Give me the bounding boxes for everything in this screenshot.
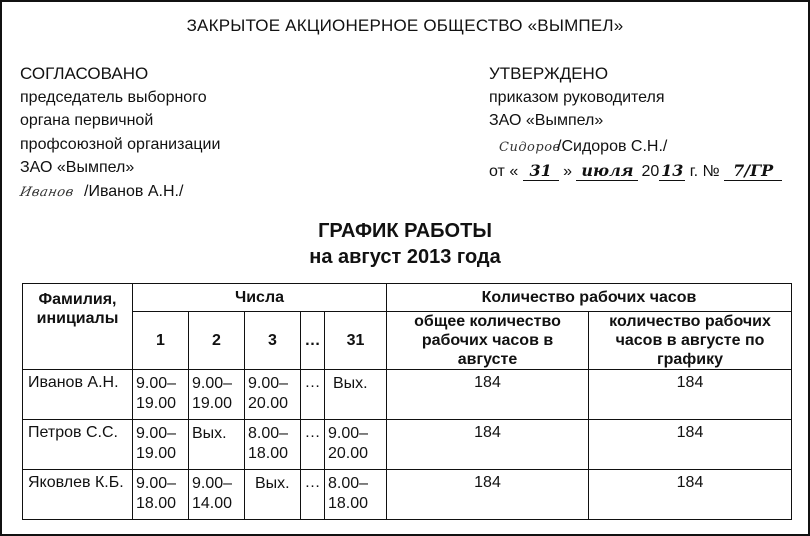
agreed-signer-name: /Иванов А.Н./ [84,182,184,200]
header-day: 1 [133,312,189,370]
order-year: 13 [661,161,684,180]
schedule-subtitle: на август 2013 года [309,246,501,268]
row-name: Иванов А.Н. [23,370,133,420]
header-day: 31 [325,312,387,370]
organization-name: ЗАКРЫТОЕ АКЦИОНЕРНОЕ ОБЩЕСТВО «ВЫМПЕЛ» [186,16,624,35]
row-total: 184 [387,370,589,420]
row-scheduled: 184 [589,420,792,470]
row-day-value: 9.00– 19.00 [133,420,189,470]
schedule-title: ГРАФИК РАБОТЫ [318,220,492,242]
approved-signature-line [489,135,782,160]
row-day-value: 9.00– 14.00 [189,470,245,520]
row-total: 184 [387,420,589,470]
schedule-table [22,283,792,520]
header-day: 3 [245,312,301,370]
row-scheduled: 184 [589,470,792,520]
approved-heading: УТВЕРЖДЕНО [489,64,609,83]
row-day-value: Вых. [325,370,387,420]
row-day-value: 8.00– 18.00 [325,470,387,520]
header-scheduled-hours: количество рабочих часов в августе по графику [589,312,792,370]
table-row [23,420,792,470]
row-day-value: 9.00– 19.00 [133,370,189,420]
order-month: июля [576,162,638,181]
row-day-value: Вых. [245,470,301,520]
approved-block [489,62,782,184]
order-year-prefix: 20 [641,163,660,180]
header-name: Фамилия, инициалы [23,284,133,370]
table-row [23,370,792,420]
agreed-heading: СОГЛАСОВАНО [20,64,149,83]
order-day: 31 [523,162,559,181]
agreed-line: ЗАО «Вымпел» [20,159,135,176]
row-name: Петров С.С. [23,420,133,470]
row-day-value: 9.00– 18.00 [133,470,189,520]
header-day: 2 [189,312,245,370]
order-number: 7/ГР [724,162,782,181]
signature-ivanov: Иванов [18,184,76,200]
agreed-line: органа первичной [20,112,154,129]
table-row [23,470,792,520]
row-day-value: Вых. [189,420,245,470]
approved-line: приказом руководителя [489,88,665,106]
row-day-value: 8.00– 18.00 [245,420,301,470]
order-line [489,160,782,184]
approved-line: ЗАО «Вымпел» [489,112,604,129]
agreed-line: председатель выборного [20,88,207,106]
row-day-value: 9.00– 20.00 [325,420,387,470]
header-hours: Количество рабочих часов [387,284,792,312]
agreed-line: профсоюзной организации [20,135,221,153]
order-number-label: г. № [689,163,720,180]
row-ellipsis: … [301,470,325,520]
approved-signer-name: /Сидоров С.Н./ [557,137,668,155]
row-ellipsis: … [301,370,325,420]
row-ellipsis: … [301,420,325,470]
row-day-value: 9.00– 20.00 [245,370,301,420]
row-name: Яковлев К.Б. [23,470,133,520]
header-day-ellipsis: … [301,312,325,370]
agreed-signature-line [20,180,220,205]
row-total: 184 [387,470,589,520]
row-day-value: 9.00– 19.00 [189,370,245,420]
header-dates: Числа [133,284,387,312]
signature-sidorov: Сидоров [499,139,561,155]
header-total-hours: общее количество рабочих часов в августе [387,312,589,370]
order-prefix: от « [489,163,519,180]
order-quote: » [563,163,573,180]
agreed-block [20,62,220,204]
row-scheduled: 184 [589,370,792,420]
